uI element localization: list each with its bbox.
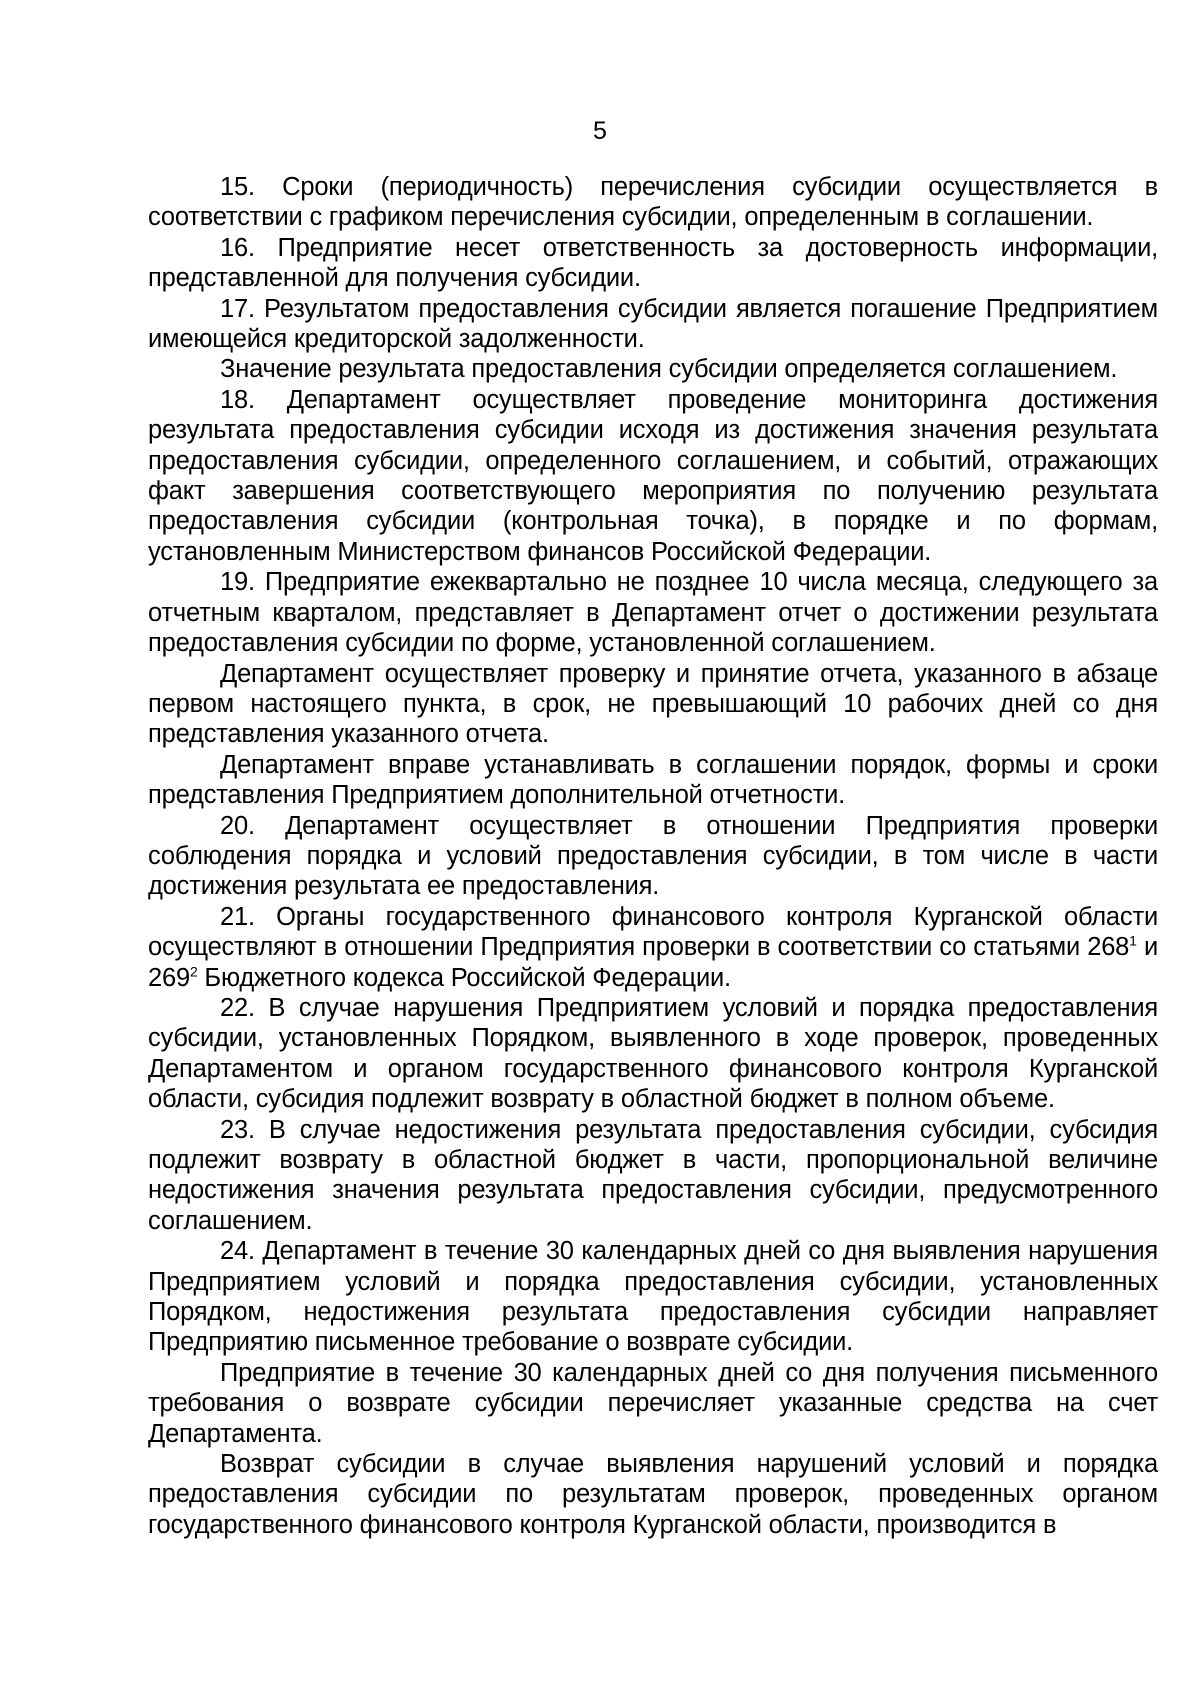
paragraph-21 — [148, 902, 1158, 993]
paragraph-21-text-before: 21. Органы государственного финансового контроля Курганской области осуществляют в отношении Предприятия проверки в соответствии со статьями 268 — [148, 902, 1158, 962]
paragraph-19-additional: Департамент вправе устанавливать в соглашении порядок, формы и сроки представления Предприятием дополнительной отчетности. — [148, 750, 1158, 810]
paragraph-16: 16. Предприятие несет ответственность за достоверность информации, представленной для получения субсидии. — [148, 233, 1158, 293]
paragraph-24-control: Возврат субсидии в случае выявления нарушений условий и порядка предоставления субсидии по результатам проверок, проведенных органом государственного финансового контроля Курганской области, производится в — [148, 1450, 1158, 1539]
paragraph-19-review: Департамент осуществляет проверку и принятие отчета, указанного в абзаце первом настоящего пункта, в срок, не превышающий 10 рабочих дней со дня представления указанного отчета. — [148, 659, 1158, 749]
paragraph-19: 19. Предприятие ежеквартально не позднее 10 числа месяца, следующего за отчетным кварталом, представляет в Департамент отчет о достижении результата предоставления субсидии по форме, установленной соглашением. — [148, 568, 1158, 658]
paragraph-22: 22. В случае нарушения Предприятием условий и порядка предоставления субсидии, установленных Порядком, выявленного в ходе проверок, проведенных Департаментом и органом государственного финансового контроля Курганской области, субсидия подлежит возврату в областной бюджет в полном объеме. — [148, 993, 1158, 1114]
paragraph-18: 18. Департамент осуществляет проведение мониторинга достижения результата предоставления субсидии исходя из достижения значения результата предоставления субсидии, определенного соглашением, и событий, отражающих факт завершения соответствующего мероприятия по получению результата предоставления субсидии (контрольная точка), в порядке и по формам, установленным Министерством финансов Российской Федерации. — [148, 385, 1158, 566]
superscript-1: 1 — [1129, 932, 1137, 949]
page-number: 5 — [593, 117, 607, 145]
paragraph-17-value: Значение результата предоставления субсидии определяется соглашением. — [220, 355, 1118, 384]
paragraph-21-text-after: Бюджетного кодекса Российской Федерации. — [197, 963, 731, 992]
paragraph-24: 24. Департамент в течение 30 календарных дней со дня выявления нарушения Предприятием условий и порядка предоставления субсидии, установленных Порядком, недостижения результата предоставления субсидии направляет Предприятию письменное требование о возврате субсидии. — [148, 1237, 1158, 1357]
superscript-2: 2 — [189, 963, 198, 980]
paragraph-15: 15. Сроки (периодичность) перечисления субсидии осуществляется в соответствии с графиком перечисления субсидии, определенным в соглашении. — [148, 173, 1158, 232]
paragraph-23: 23. В случае недостижения результата предоставления субсидии, субсидия подлежит возврату в областной бюджет в части, пропорциональной величине недостижения значения результата предоставления субсидии, предусмотренного соглашением. — [148, 1115, 1158, 1235]
paragraph-24-return: Предприятие в течение 30 календарных дней со дня получения письменного требования о возврате субсидии перечисляет указанные средства на счет Департамента. — [148, 1358, 1158, 1448]
paragraph-21-text-middle: и 269 — [148, 933, 1158, 992]
document-body — [148, 172, 1158, 1540]
paragraph-17: 17. Результатом предоставления субсидии является погашение Предприятием имеющейся кредиторской задолженности. — [148, 294, 1158, 354]
paragraph-20: 20. Департамент осуществляет в отношении Предприятия проверки соблюдения порядка и условий предоставления субсидии, в том числе в части достижения результата ее предоставления. — [148, 811, 1158, 901]
